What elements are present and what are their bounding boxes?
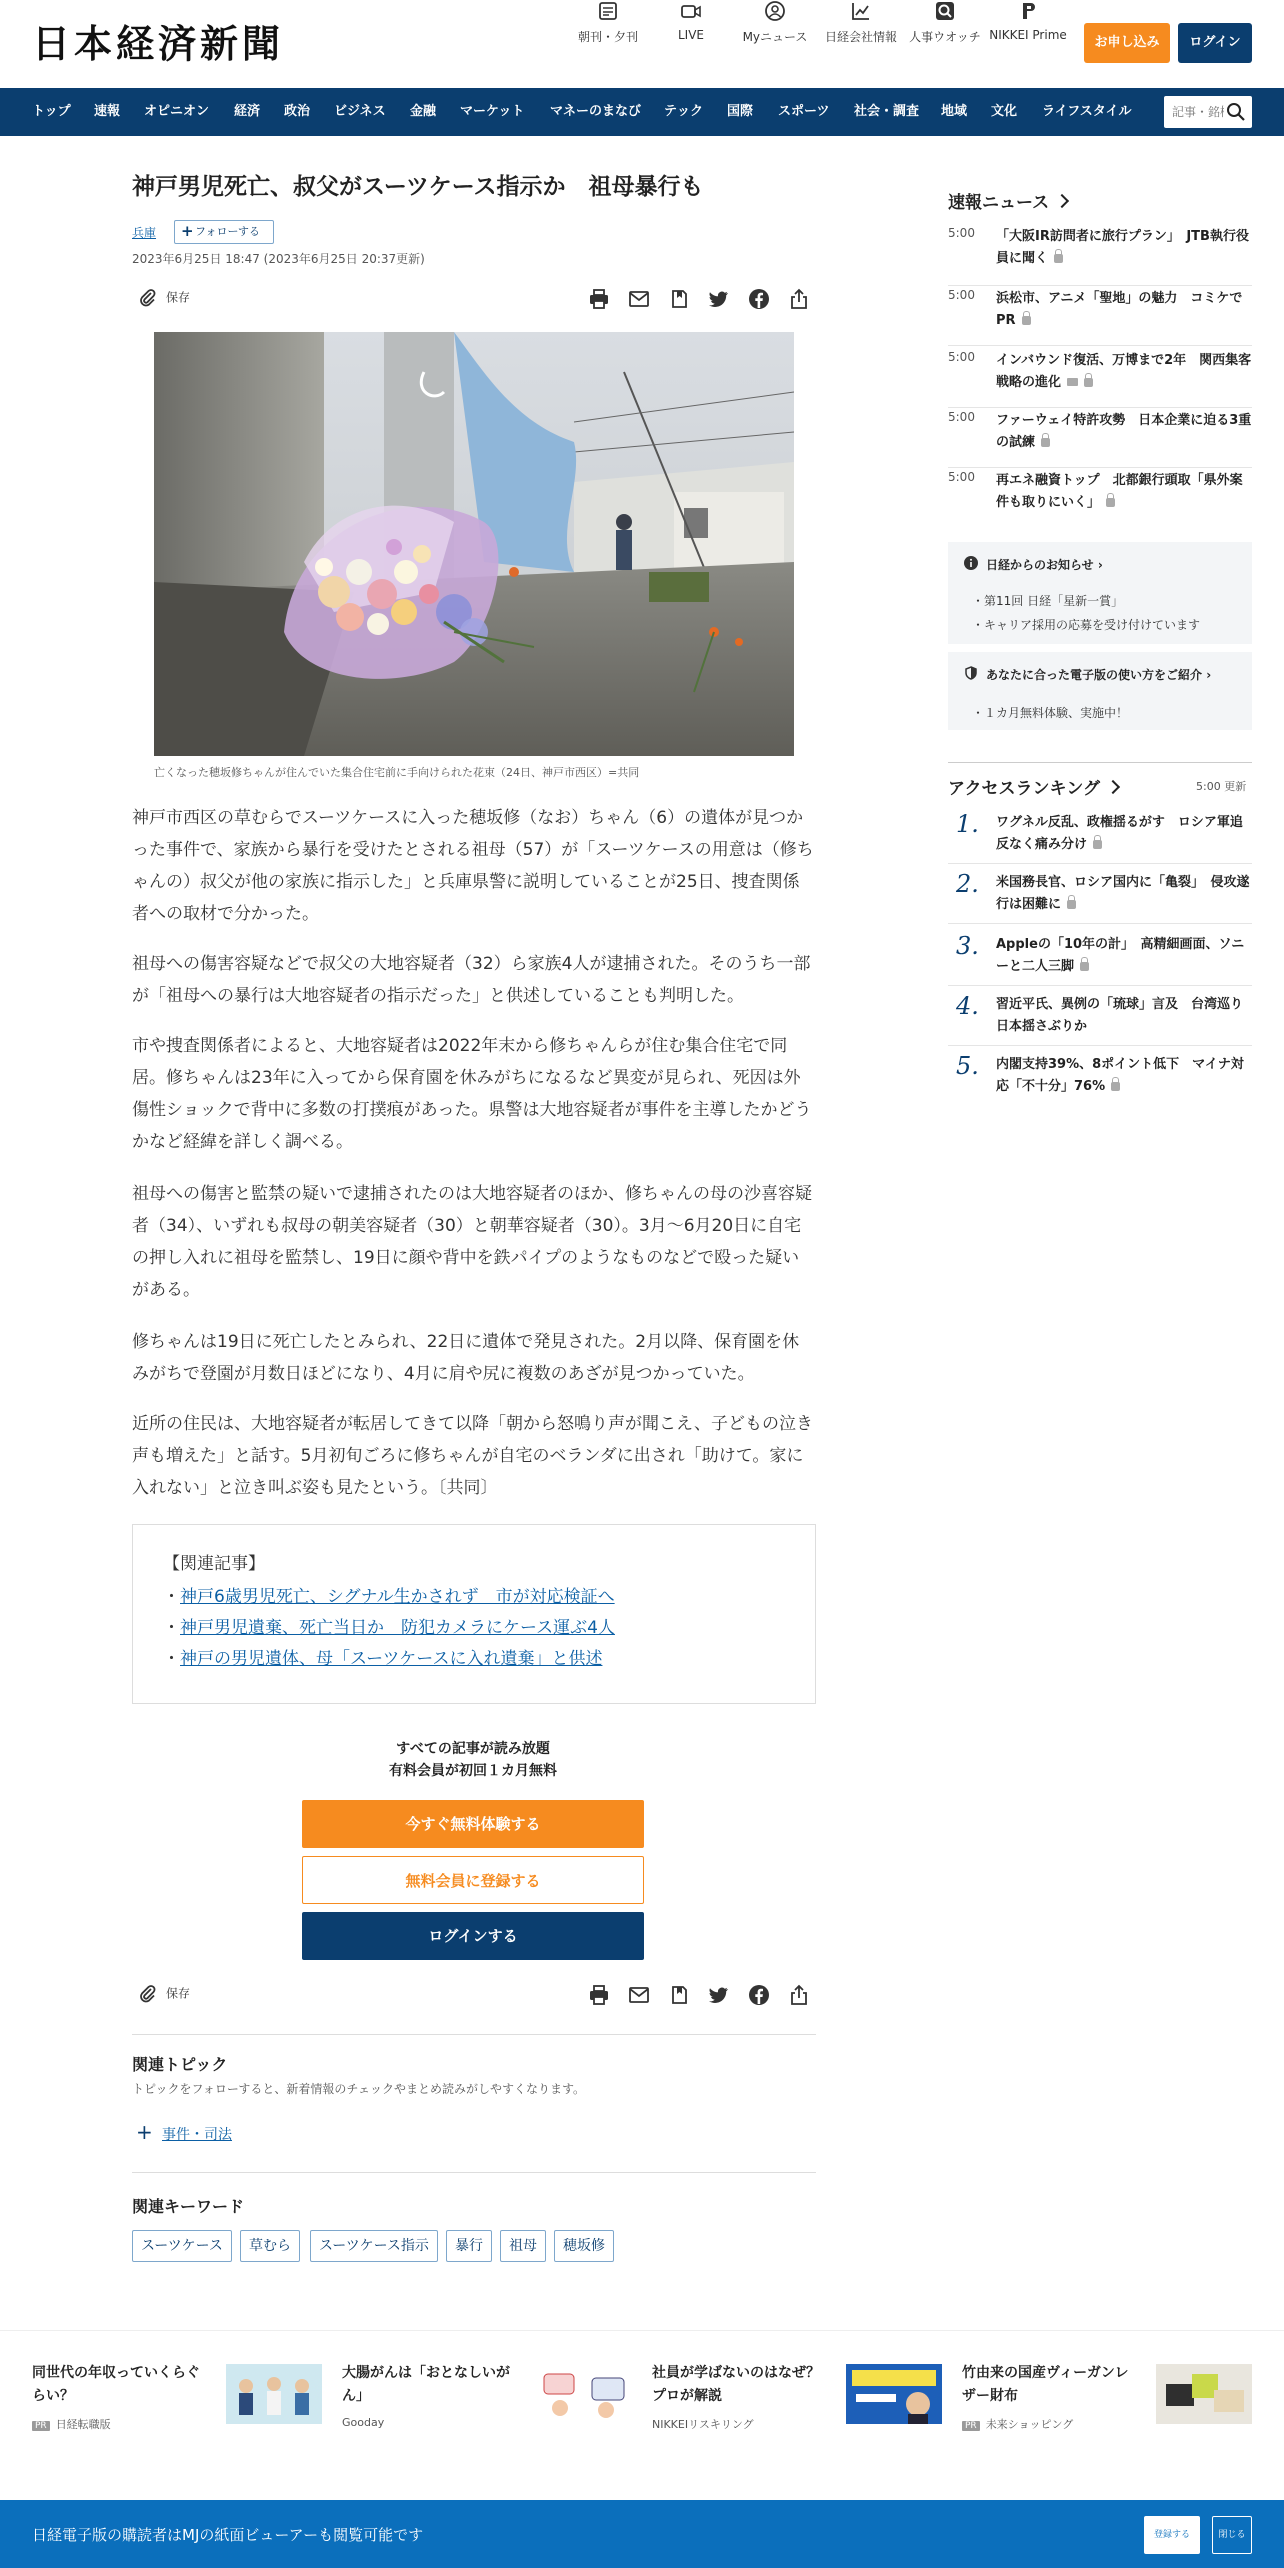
guide-item[interactable]: ・ １カ月無料体験、実施中！ [984, 704, 1128, 721]
facebook-icon[interactable] [748, 1984, 770, 2006]
nav-item-lifestyle[interactable]: ライフスタイル [1042, 104, 1132, 119]
news-time: 5:00 [948, 226, 975, 240]
news-headline: ファーウェイ特許攻勢 日本企業に迫る3重の試練 [996, 413, 1252, 450]
lock-icon [1093, 840, 1102, 849]
keyword-tag[interactable]: スーツケース指示 [310, 2230, 438, 2262]
paywall-login-button[interactable]: ログインする [302, 1912, 644, 1960]
nikkei-prime-link[interactable] [988, 0, 1068, 42]
prime-icon [1017, 0, 1039, 22]
follow-button[interactable]: + フォローする [174, 220, 274, 244]
access-ranking-title[interactable]: アクセスランキング [948, 774, 1118, 799]
free-trial-button[interactable]: 今すぐ無料体験する [302, 1800, 644, 1848]
nav-item-international[interactable]: 国際 [727, 104, 754, 119]
nav-item-society[interactable]: 社会・調査 [854, 104, 920, 119]
article-toolbar-top [132, 280, 816, 318]
mail-icon[interactable] [628, 288, 650, 310]
share-icon[interactable] [788, 1984, 810, 2006]
live-label: LIVE [677, 28, 704, 42]
morning-evening-edition-link[interactable] [578, 0, 638, 45]
paragraph: 祖母への傷害容疑などで叔父の大地容疑者（32）ら家族4人が逮捕された。そのうち一部が「祖母への暴行は大地容疑者の指示だった」と供述していることも判明した。 [132, 954, 811, 1006]
rank-headline: 習近平氏、異例の「琉球」言及 台湾巡り日本揺さぶりか [996, 997, 1244, 1034]
save-label: 保存 [166, 290, 191, 305]
divider [948, 762, 1252, 763]
related-topics-desc: トピックをフォローすると、新着情報のチェックやまとめ読みがしやすくなります。 [132, 2082, 586, 2096]
ad-image [1156, 2364, 1252, 2424]
breaking-news-item[interactable] [948, 286, 1252, 346]
ad-image [536, 2364, 632, 2424]
company-info-label: 日経会社情報 [824, 30, 897, 44]
rank-headline: 米国務長官、ロシア国内に「亀裂」 侵攻遂行は困難に [996, 875, 1250, 912]
paragraph: 祖母への傷害と監禁の疑いで逮捕されたのは大地容疑者のほか、修ちゃんの母の沙喜容疑者（34）、いずれも叔母の朝美容疑者（30）と朝華容疑者（30）。3月～6月20日に自宅の押し入れに祖母を監禁し、19日に顔や背中を鉄パイプのようなものなどで殴った疑いがある。 [132, 1184, 812, 1300]
ad-title: 竹由来の国産ヴィーガンレザー財布 [962, 2365, 1129, 2404]
print-icon[interactable] [588, 288, 610, 310]
personnel-watch-label: 人事ウオッチ [909, 30, 981, 44]
article-photo [154, 332, 794, 756]
company-info-link[interactable] [824, 0, 898, 45]
ad-item[interactable] [32, 2362, 322, 2442]
my-news-label: Myニュース [742, 30, 808, 44]
keyword-tag[interactable]: 祖母 [500, 2230, 546, 2262]
search-input[interactable] [1164, 96, 1224, 128]
footer-banner-text: 日経電子版の購読者はMJの紙面ビューアーも閲覧可能です [32, 2526, 424, 2544]
lock-icon [1084, 378, 1093, 387]
topic-follow-link[interactable]: + 事件・司法 [132, 2124, 232, 2144]
nav-item-top[interactable]: トップ [32, 104, 71, 119]
rank-number: 2. [956, 870, 979, 898]
save-button[interactable] [138, 1984, 190, 2004]
morning-evening-label: 朝刊・夕刊 [578, 30, 639, 44]
twitter-icon[interactable] [708, 288, 730, 310]
ad-item[interactable] [652, 2362, 942, 2442]
ad-image [846, 2364, 942, 2424]
news-time: 5:00 [948, 470, 975, 484]
ad-strip [0, 2340, 1284, 2460]
facebook-icon[interactable] [748, 288, 770, 310]
ad-image [226, 2364, 322, 2424]
shield-icon [964, 666, 978, 680]
search-icon[interactable] [1226, 102, 1246, 122]
main-navigation [0, 88, 1284, 136]
nav-item-finance[interactable]: 金融 [410, 104, 437, 119]
ranking-update-time: 5:00 更新 [1196, 780, 1247, 793]
breaking-news-item[interactable] [948, 408, 1252, 468]
related-keywords-title: 関連キーワード [132, 2197, 245, 2216]
save-button[interactable] [138, 288, 190, 308]
related-article-item [163, 1582, 785, 1613]
nikkei-notice-box [948, 542, 1252, 644]
nav-item-sports[interactable]: スポーツ [778, 104, 830, 119]
ranking-item[interactable] [948, 934, 1252, 986]
related-article-link[interactable]: 神戸の男児遺体、母「スーツケースに入れ遺棄」と供述 [180, 1649, 603, 1669]
article-title: 神戸男児死亡、叔父がスーツケース指示か 祖母暴行も [132, 174, 704, 200]
info-icon [964, 556, 978, 570]
rank-number: 5. [956, 1052, 979, 1080]
rank-headline: ワグネル反乱、政権揺るがす ロシア軍追反なく痛み分け [996, 815, 1243, 852]
video-icon [1067, 378, 1078, 386]
ad-title: 社員が学ばないのはなぜ？プロが解説 [652, 2365, 820, 2404]
notice-title[interactable]: 日経からのお知らせ › [986, 558, 1103, 572]
nav-item-politics[interactable]: 政治 [284, 104, 311, 119]
register-free-button[interactable]: 無料会員に登録する [302, 1856, 644, 1904]
paperclip-icon [138, 288, 158, 308]
my-news-link[interactable] [740, 0, 810, 45]
news-headline: 浜松市、アニメ「聖地」の魅力 コミケでPR [996, 291, 1243, 328]
footer-close-button[interactable]: 閉じる [1212, 2516, 1252, 2554]
bookmark-copy-icon[interactable] [668, 288, 690, 310]
ranking-item[interactable] [948, 994, 1252, 1046]
chart-icon [850, 0, 872, 22]
ad-title: 大腸がんは「おとなしいがん」 [342, 2365, 510, 2404]
article-toolbar-bottom [132, 1976, 816, 2014]
print-icon[interactable] [588, 1984, 610, 2006]
lock-icon [1080, 962, 1089, 971]
lock-icon [1054, 254, 1063, 263]
nav-item-opinion[interactable]: オピニオン [144, 104, 210, 119]
bookmark-copy-icon[interactable] [668, 1984, 690, 2006]
newspaper-icon [597, 0, 619, 22]
breaking-news-item[interactable] [948, 468, 1252, 526]
paragraph: 近所の住民は、大地容疑者が転居してきて以降「朝から怒鳴り声が聞こえ、子どもの泣き声も増えた」と話す。5月初旬ごろに修ちゃんが自宅のベランダに出され「助けて。家に入れない」と泣き叫ぶ姿も見たという。〔共同〕 [132, 1414, 814, 1498]
rank-number: 3. [956, 932, 979, 960]
notice-item[interactable]: ・ キャリア採用の応募を受け付けています [984, 616, 1200, 633]
paragraph: 神戸市西区の草むらでスーツケースに入った穂坂修（なお）ちゃん（6）の遺体が見つかった事件で、家族から暴行を受けたとされる祖母（57）が「スーツケースの用意は（修ちゃんの）叔父が他の家族に指示した」と兵庫県警に説明していることが25日、捜査関係者への取材で分かった。 [132, 808, 814, 924]
share-icon[interactable] [788, 288, 810, 310]
related-article-link[interactable]: 神戸6歳男児死亡、シグナル生かされず 市が対応検証へ [180, 1587, 615, 1607]
nikkei-prime-label: NIKKEI Prime [989, 28, 1067, 42]
rank-number: 4. [956, 992, 979, 1020]
related-article-link[interactable]: 神戸男児遺棄、死亡当日か 防犯カメラにケース運ぶ4人 [180, 1618, 615, 1638]
footer-banner [0, 2500, 1284, 2568]
apply-button[interactable]: お申し込み [1084, 23, 1170, 63]
site-logo[interactable]: 日本経済新聞 [32, 21, 285, 66]
header-login-button[interactable]: ログイン [1178, 23, 1252, 63]
divider [132, 2034, 816, 2035]
rank-number: 1. [956, 810, 979, 838]
footer-register-button[interactable]: 登録する [1144, 2516, 1200, 2554]
ad-sponsor: PR 日経転職版 [32, 2416, 111, 2432]
twitter-icon[interactable] [708, 1984, 730, 2006]
paragraph: 市や捜査関係者によると、大地容疑者は2022年末から修ちゃんらが住む集合住宅で同居。修ちゃんは23年に入ってから保育園を休みがちになるなど異変が見られ、死因は外傷性ショックで背中に多数の打撲痕があった。県警は大地容疑者が事件を主導したかどうかなど経緯を詳しく調べる。 [132, 1036, 812, 1152]
news-time: 5:00 [948, 288, 975, 302]
article-date: 2023年6月25日 18:47 (2023年6月25日 20:37更新) [132, 252, 425, 266]
ad-item[interactable] [962, 2362, 1252, 2442]
ad-sponsor: Gooday [342, 2416, 385, 2429]
user-icon [764, 0, 786, 22]
personnel-watch-link[interactable] [908, 0, 982, 45]
news-headline: 「大阪IR訪問者に旅行プラン」 JTB執行役員に聞く [996, 229, 1249, 266]
news-time: 5:00 [948, 410, 975, 424]
search-box [1164, 96, 1252, 128]
ranking-item[interactable] [948, 872, 1252, 924]
breaking-news-title[interactable]: 速報ニュース [948, 188, 1067, 213]
rank-headline: 内閣支持39%、8ポイント低下 マイナ対応「不十分」76% [996, 1057, 1244, 1094]
video-icon [680, 0, 702, 22]
paragraph: 修ちゃんは19日に死亡したとみられ、22日に遺体で発見された。2月以降、保育園を休みがちで登園が月数日ほどになり、4月に肩や尻に複数のあざが見つかっていた。 [132, 1332, 800, 1384]
paperclip-icon [138, 1984, 158, 2004]
keyword-tag[interactable]: 草むら [240, 2230, 300, 2262]
keyword-tag[interactable]: 穂坂修 [554, 2230, 614, 2262]
divider [0, 2330, 1284, 2331]
nav-item-money[interactable]: マネーのまなび [550, 104, 642, 119]
lock-icon [1041, 438, 1050, 447]
paywall-line2: 有料会員が初回１カ月無料 [389, 1763, 557, 1779]
nav-item-market[interactable]: マーケット [460, 104, 525, 119]
ranking-item[interactable] [948, 1054, 1252, 1106]
nav-item-culture[interactable]: 文化 [991, 104, 1018, 119]
lock-icon [1106, 498, 1115, 507]
magnifier-person-icon [934, 0, 956, 22]
nav-item-region[interactable]: 地域 [941, 104, 968, 119]
site-header [0, 0, 1284, 88]
related-topics-title: 関連トピック [132, 2055, 228, 2074]
save-label: 保存 [166, 1986, 191, 2001]
lock-icon [1067, 900, 1076, 909]
related-article-item [163, 1613, 785, 1644]
divider [132, 2172, 816, 2173]
breaking-news-item[interactable] [948, 348, 1252, 408]
paywall-line1: すべての記事が読み放題 [396, 1741, 550, 1757]
guide-box [948, 652, 1252, 730]
ad-item[interactable] [342, 2362, 632, 2442]
lock-icon [1111, 1082, 1120, 1091]
news-headline: インバウンド復活、万博まで2年 関西集客戦略の進化 [996, 353, 1252, 390]
news-headline: 再エネ融資トップ 北都銀行頭取「県外案件も取りにいく」 [996, 473, 1243, 510]
notice-item[interactable]: ・ 第11回 日経「星新一賞」 [984, 592, 1123, 609]
related-articles-box [132, 1524, 816, 1704]
nav-item-economy[interactable]: 経済 [234, 104, 261, 119]
nav-item-breaking[interactable]: 速報 [94, 104, 121, 119]
rank-headline: Appleの「10年の計」 高精細画面、ソニーと二人三脚 [996, 937, 1245, 974]
area-tag-link[interactable]: 兵庫 [132, 226, 157, 240]
live-link[interactable] [666, 0, 716, 42]
keyword-tag[interactable]: 暴行 [446, 2230, 492, 2262]
mail-icon[interactable] [628, 1984, 650, 2006]
news-time: 5:00 [948, 350, 975, 364]
ranking-item[interactable] [948, 812, 1252, 864]
ad-sponsor: PR 未来ショッピング [962, 2416, 1073, 2432]
keyword-tag[interactable]: スーツケース [132, 2230, 232, 2262]
related-article-item [163, 1644, 785, 1675]
paywall [302, 1738, 644, 1945]
related-articles-title: 【関連記事】 [163, 1554, 265, 1574]
photo-caption: 亡くなった穂坂修ちゃんが住んでいた集合住宅前に手向けられた花束（24日、神戸市西区）=共同 [154, 766, 640, 779]
ad-title: 同世代の年収っていくらぐらい？ [32, 2365, 200, 2404]
ad-sponsor: NIKKEIリスキリング [652, 2418, 754, 2431]
nav-item-tech[interactable]: テック [664, 104, 704, 119]
lock-icon [1022, 316, 1031, 325]
guide-title[interactable]: あなたに合った電子版の使い方をご紹介 › [986, 668, 1212, 682]
breaking-news-item[interactable] [948, 226, 1252, 286]
nav-item-business[interactable]: ビジネス [334, 104, 386, 119]
